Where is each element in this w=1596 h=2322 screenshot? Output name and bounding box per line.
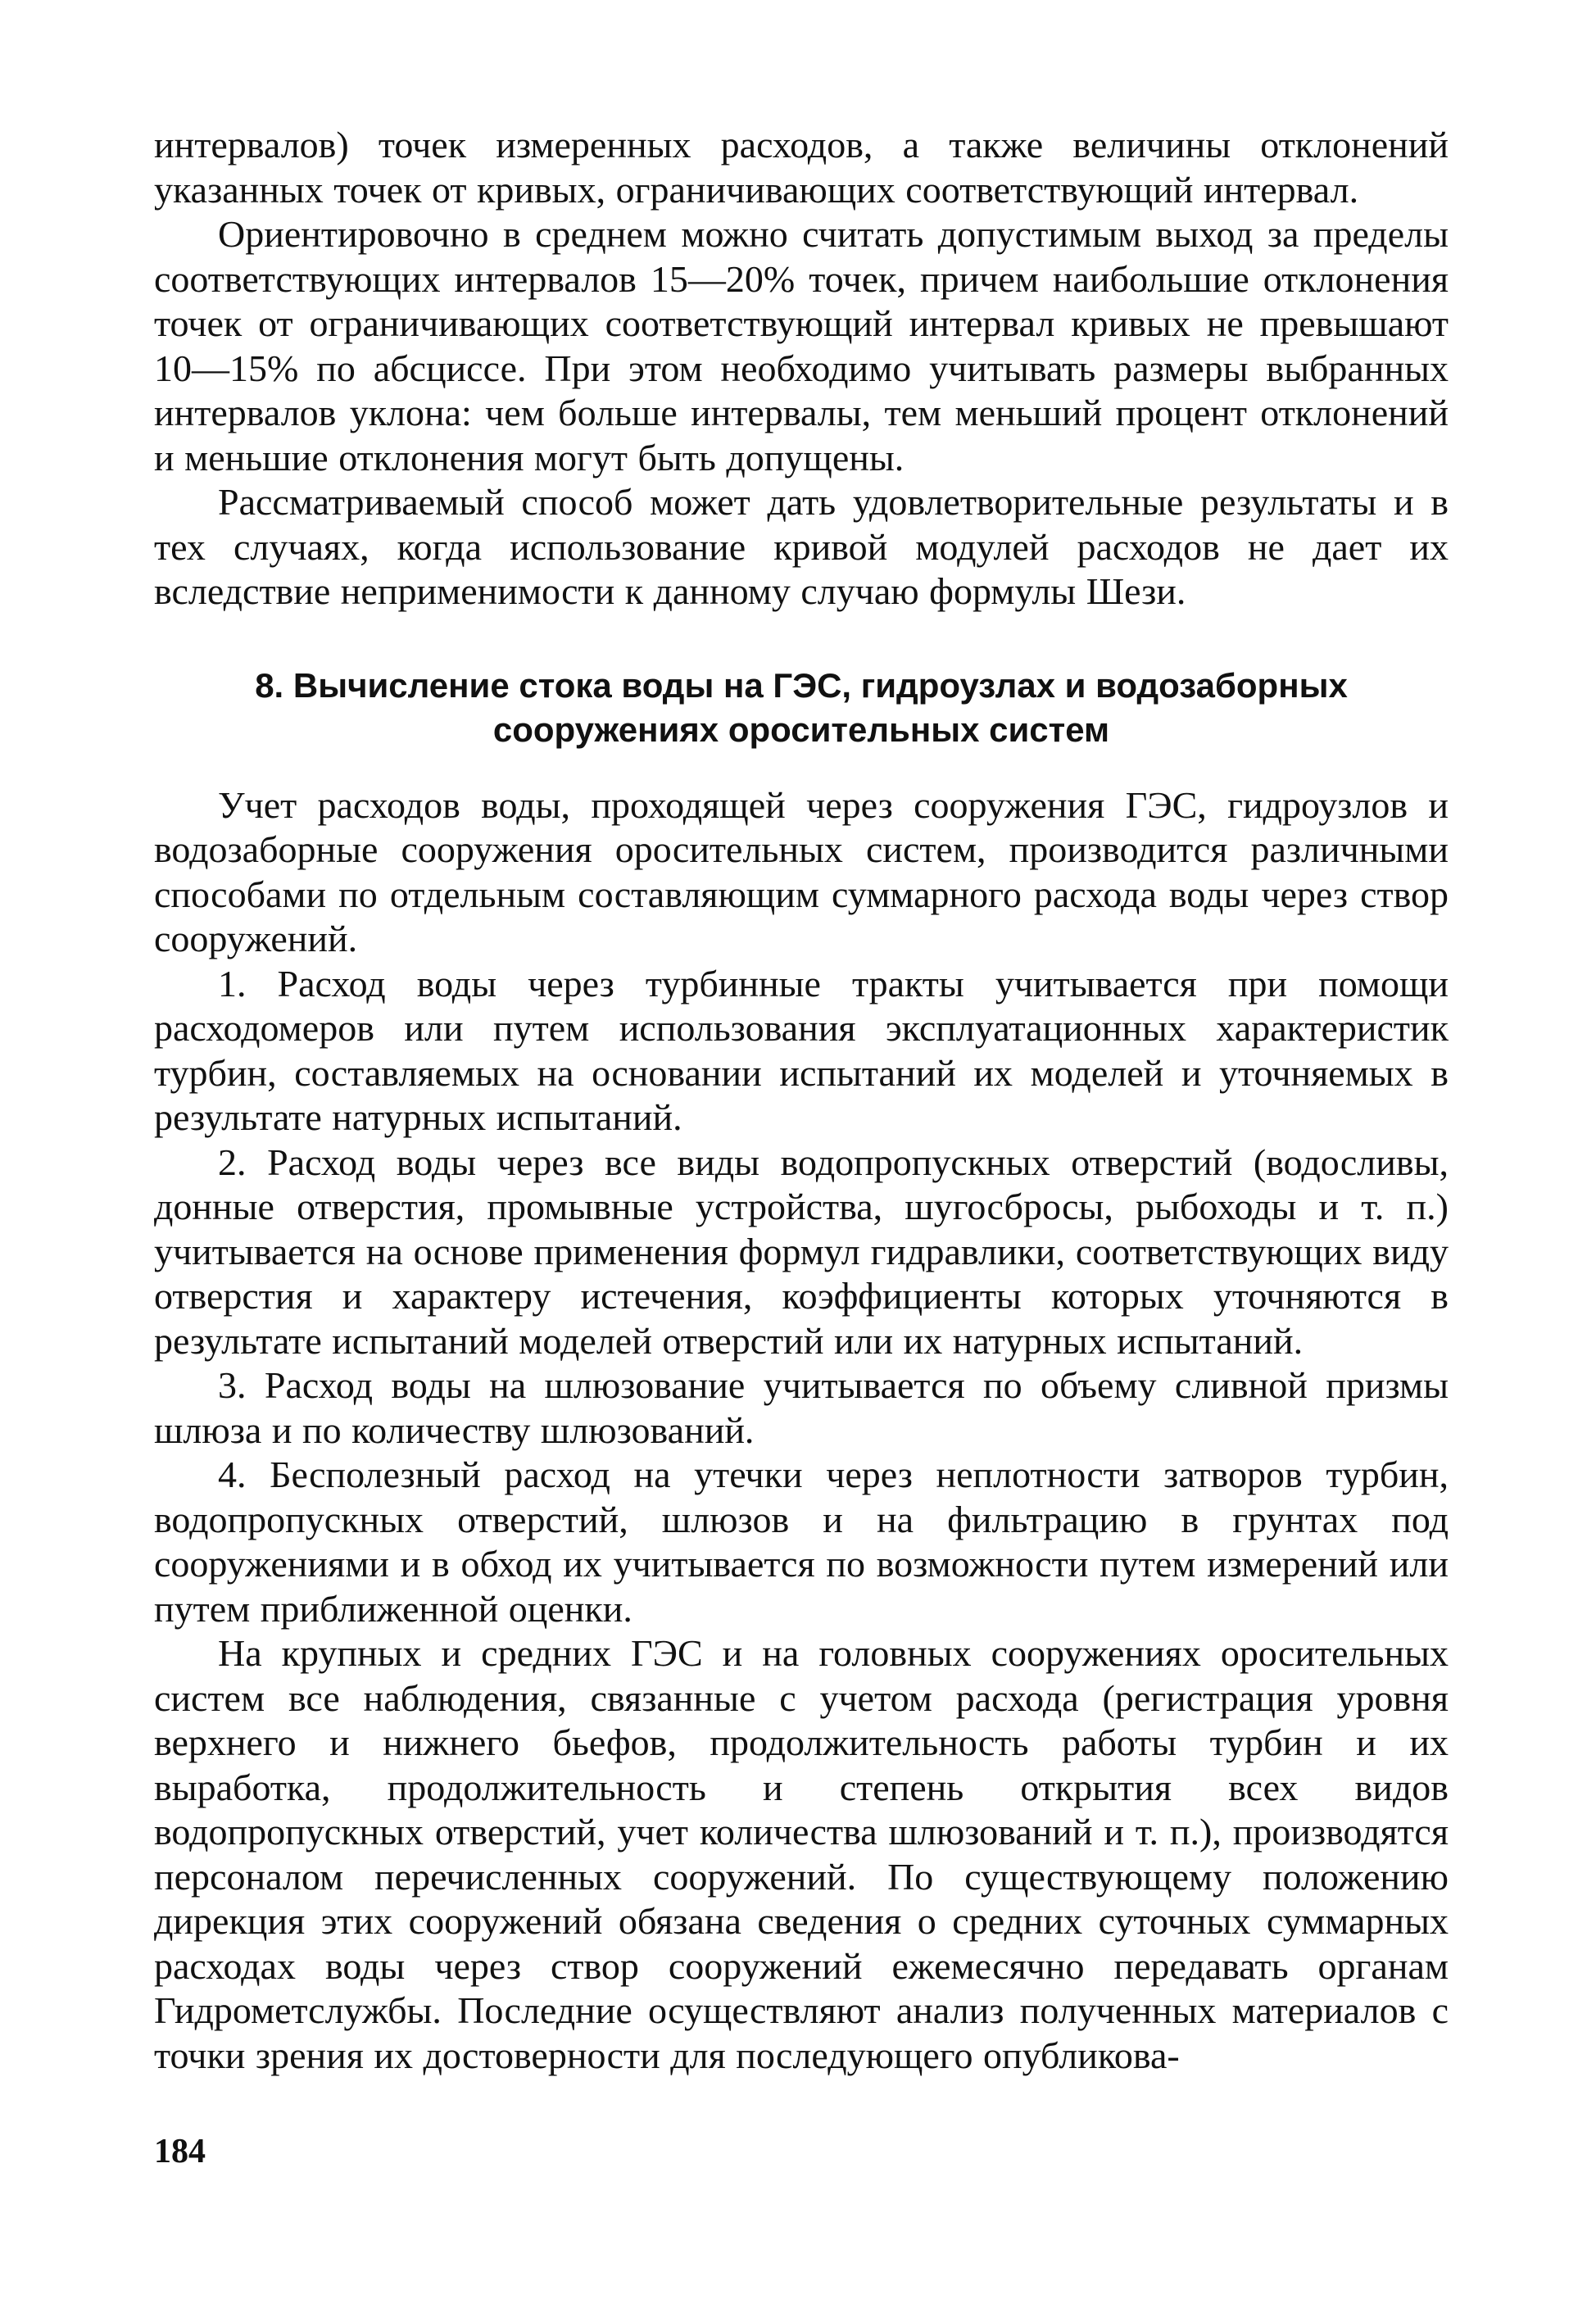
page-body: [154, 123, 1449, 2078]
list-item-4: 4. Бесполезный расход на утечки через неплотности затворов турбин, водопропускных отверстий, шлюзов и на фильтрацию в грунтах под сооружениями и в обход их учитывается по возможности путем измерений или путем приближенной оценки.: [154, 1454, 1449, 1630]
paragraph: Ориентировочно в среднем можно считать допустимым выход за пределы соответствующих интервалов 15—20% точек, причем наибольшие отклонения точек от ограничивающих соответствующий интервал кривых не превышают 10—15% по абсциссе. При этом необходимо учитывать размеры выбранных интервалов уклона: чем больше интервалы, тем меньший процент отклонений и меньшие отклонения могут быть допущены.: [154, 213, 1449, 478]
paragraph: На крупных и средних ГЭС и на головных сооружениях оросительных систем все наблюдения, связанные с учетом расхода (регистрация уровня верхнего и нижнего бьефов, продолжительность работы турбин и их выработка, продолжительность и степень открытия всех видов водопропускных отверстий, учет количества шлюзований и т. п.), производятся персоналом перечисленных сооружений. По существующему положению дирекция этих сооружений обязана сведения о средних суточных суммарных расходах воды через створ сооружений ежемесячно передавать органам Гидрометслужбы. Последние осуществляют анализ полученных материалов с точки зрения их достоверности для последующего опубликова-: [154, 1632, 1449, 2076]
section-heading: 8. Вычисление стока воды на ГЭС, гидроузлах и водозаборных сооружениях оросительных систем: [255, 665, 1348, 749]
paragraph: Учет расходов воды, проходящей через сооружения ГЭС, гидроузлов и водозаборные сооружения оросительных систем, производится различными способами по отдельным составляющим суммарного расхода воды через створ сооружений.: [154, 783, 1449, 959]
paragraph: Рассматриваемый способ может дать удовлетворительные результаты и в тех случаях, когда использование кривой модулей расходов не дает их вследствие неприменимости к данному случаю формулы Шези.: [154, 481, 1449, 612]
paragraph-continued: интервалов) точек измеренных расходов, а также величины отклонений указанных точек от кривых, ограничивающих соответствующий интервал.: [154, 124, 1449, 211]
list-item-3: 3. Расход воды на шлюзование учитывается по объему сливной призмы шлюза и по количеству шлюзований.: [154, 1364, 1449, 1451]
page-number: 184: [154, 2133, 206, 2170]
list-item-1: 1. Расход воды через турбинные тракты учитывается при помощи расходомеров или путем использования эксплуатационных характеристик турбин, составляемых на основании испытаний их моделей и уточняемых в результате натурных испытаний.: [154, 962, 1449, 1138]
list-item-2: 2. Расход воды через все виды водопропускных отверстий (водосливы, донные отверстия, промывные устройства, шугосбросы, рыбоходы и т. п.) учитывается на основе применения формул гидравлики, соответствующих виду отверстия и характеру истечения, коэффициенты которых уточняются в результате испытаний моделей отверстий или их натурных испытаний.: [154, 1141, 1449, 1362]
